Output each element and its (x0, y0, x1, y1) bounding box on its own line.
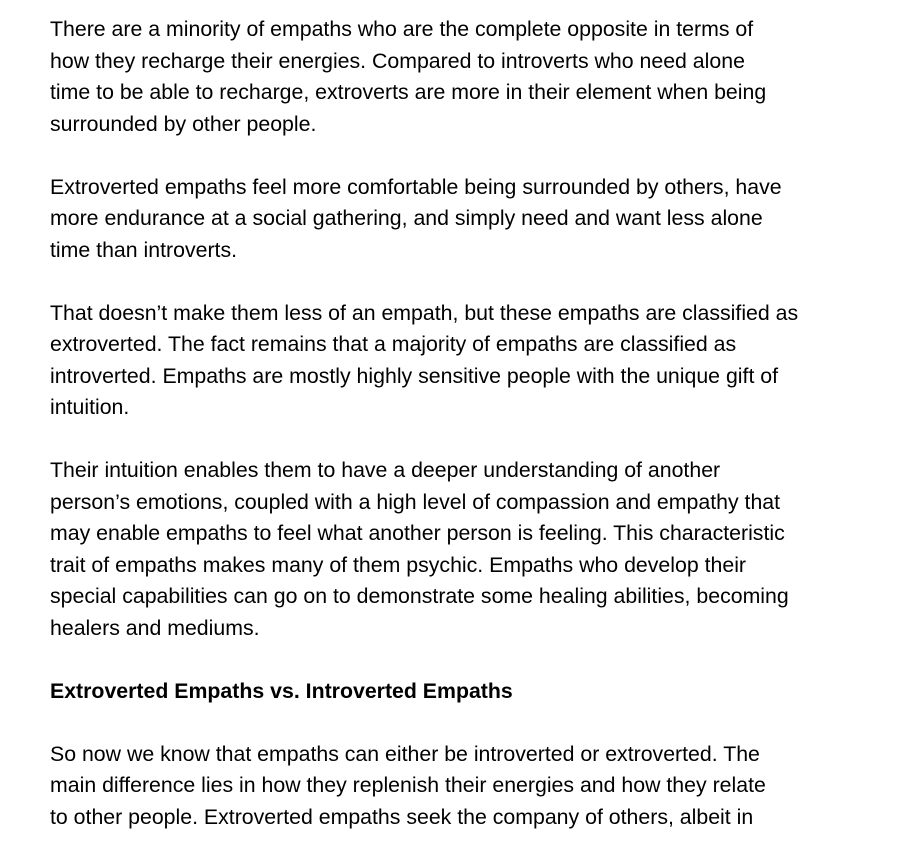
text-line: to other people. Extroverted empaths seek the company of others, albeit in (50, 804, 754, 829)
text-line: There are a minority of empaths who are the complete opposite in terms of (50, 17, 754, 41)
section-heading: Extroverted Empaths vs. Introverted Empaths (50, 678, 513, 703)
text-line: trait of empaths makes many of them psychic. Empaths who develop their (50, 552, 747, 577)
text-line: That doesn’t make them less of an empath, but these empaths are classified as (50, 300, 799, 325)
text-line: healers and mediums. (50, 615, 260, 640)
paragraph-2 (50, 172, 890, 267)
text-line: extroverted. The fact remains that a majority of empaths are classified as (50, 332, 737, 356)
paragraph-3 (50, 298, 890, 424)
text-line: intuition. (50, 395, 130, 419)
text-line: time than introverts. (50, 237, 238, 262)
text-line: person’s emotions, coupled with a high level of compassion and empathy that (50, 489, 781, 514)
paragraph-1 (50, 14, 890, 140)
text-line: So now we know that empaths can either be introverted or extroverted. The (50, 741, 760, 766)
text-line: special capabilities can go on to demonstrate some healing abilities, becoming (50, 584, 789, 608)
text-line: Their intuition enables them to have a deeper understanding of another (50, 458, 721, 482)
text-line: Extroverted empaths feel more comfortable being surrounded by others, have (50, 174, 782, 199)
text-line: surrounded by other people. (50, 111, 317, 136)
paragraph-5 (50, 739, 890, 834)
text-line: how they recharge their energies. Compared to introverts who need alone (50, 48, 745, 73)
text-line: may enable empaths to feel what another person is feeling. This characteristic (50, 521, 785, 545)
paragraph-4 (50, 455, 890, 644)
text-line: time to be able to recharge, extroverts are more in their element when being (50, 80, 767, 104)
text-line: more endurance at a social gathering, and simply need and want less alone (50, 206, 763, 230)
text-line: main difference lies in how they replenish their energies and how they relate (50, 773, 766, 797)
document-page (50, 14, 890, 865)
text-line: introverted. Empaths are mostly highly sensitive people with the unique gift of (50, 363, 779, 388)
